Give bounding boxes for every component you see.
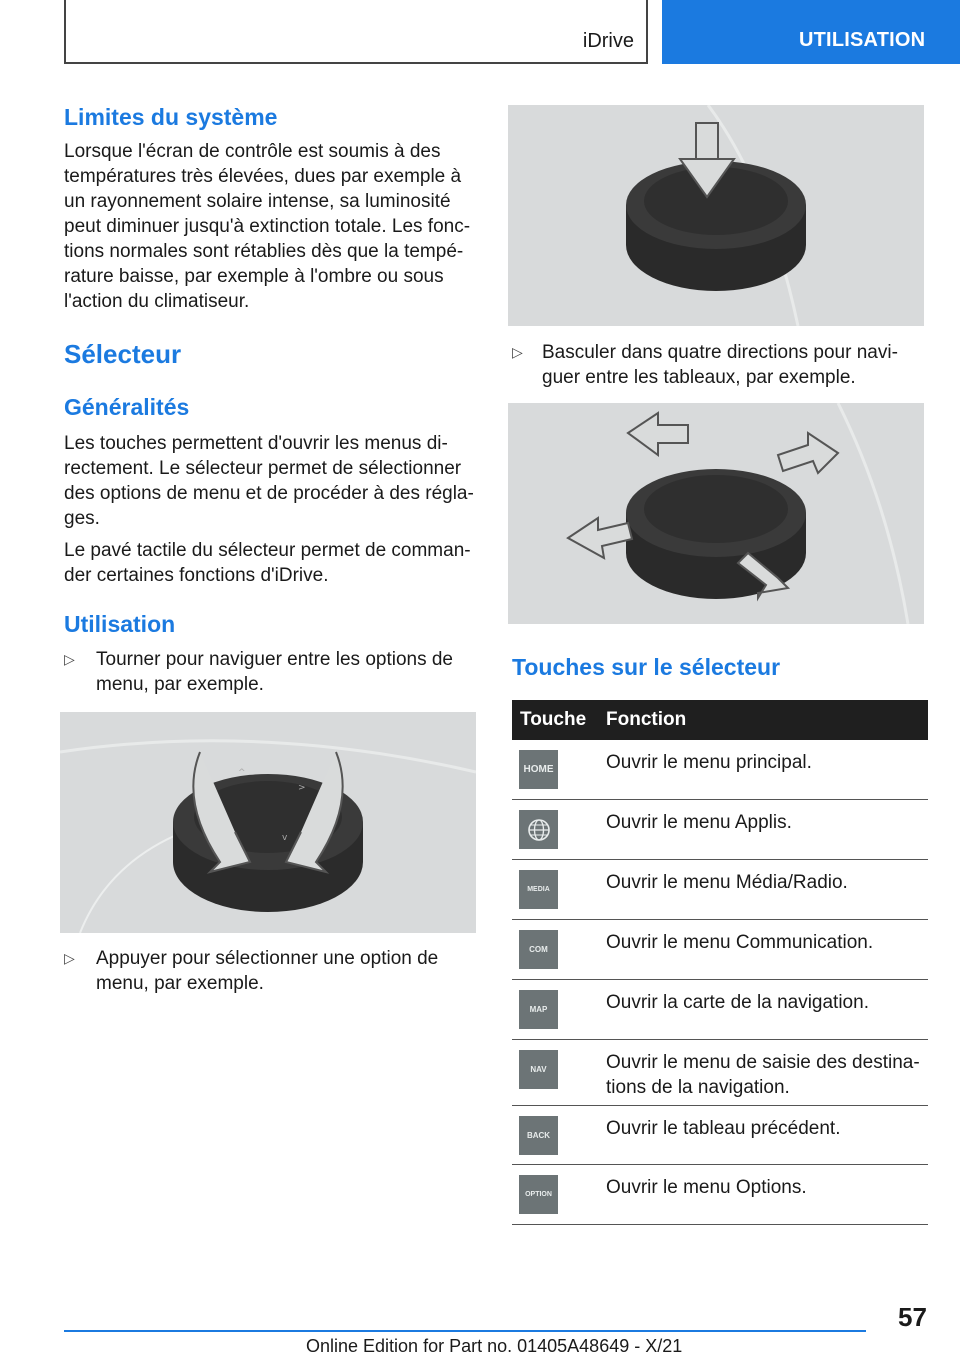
col-function-header: Fonction xyxy=(606,709,687,730)
function-text xyxy=(606,1050,928,1100)
bullet-triangle-icon: ▷ xyxy=(64,651,75,667)
limits-line: un rayonnement solaire intense, sa luminosité xyxy=(64,191,451,212)
limits-line: Lorsque l'écran de contrôle est soumis à des xyxy=(64,141,441,162)
limits-paragraph xyxy=(64,139,484,314)
controller-press-illustration xyxy=(508,105,924,326)
general-line: Le pavé tactile du sélecteur permet de comman‐ xyxy=(64,540,471,561)
header-chapter-tab xyxy=(662,0,960,64)
function-text: Ouvrir la carte de la navigation. xyxy=(606,992,869,1013)
map-key-icon: MAP xyxy=(519,990,558,1029)
controller-press-icon xyxy=(508,105,924,326)
table-header xyxy=(512,700,928,740)
option-key-icon: OPTION xyxy=(519,1175,558,1214)
function-text: Ouvrir le menu Applis. xyxy=(606,812,792,833)
bullet-line: Basculer dans quatre directions pour navi‐ xyxy=(542,342,898,363)
bullet-press xyxy=(64,946,484,998)
bullet-line: Tourner pour naviguer entre les options de xyxy=(96,649,454,670)
function-text: Ouvrir le menu Communication. xyxy=(606,932,874,953)
general-line: des options de menu et de procéder à des régla‐ xyxy=(64,483,474,504)
general-line: Les touches permettent d'ouvrir les menus di‐ xyxy=(64,433,448,454)
table-row xyxy=(512,740,928,800)
controller-rotate-illustration xyxy=(60,712,476,933)
keys-heading: Touches sur le sélecteur xyxy=(512,654,781,680)
bullet-triangle-icon: ▷ xyxy=(512,344,523,360)
general-line: rectement. Le sélecteur permet de sélectionner xyxy=(64,458,462,479)
general-line: ges. xyxy=(64,508,100,529)
svg-text:>: > xyxy=(298,783,306,793)
bullet-turn xyxy=(64,647,484,699)
table-row xyxy=(512,1040,928,1106)
limits-line: tions normales sont rétablies dès que la tempé‐ xyxy=(64,241,464,262)
controller-rotate-icon xyxy=(60,712,476,933)
table-row xyxy=(512,1106,928,1165)
svg-text:^: ^ xyxy=(238,768,246,778)
globe-apps-key-icon xyxy=(519,810,558,849)
selector-heading: Sélecteur xyxy=(64,339,182,369)
table-row xyxy=(512,1165,928,1225)
controller-tilt-icon xyxy=(508,403,924,624)
media-key-icon: MEDIA xyxy=(519,870,558,909)
general-paragraph-1 xyxy=(64,431,484,531)
general-line: der certaines fonctions d'iDrive. xyxy=(64,565,329,586)
bullet-tilt xyxy=(512,340,932,392)
table-row xyxy=(512,860,928,920)
bullet-triangle-icon: ▷ xyxy=(64,950,75,966)
home-key-icon: HOME xyxy=(519,750,558,789)
table-row xyxy=(512,980,928,1040)
general-heading: Généralités xyxy=(64,394,190,420)
back-key-icon: BACK xyxy=(519,1116,558,1155)
function-line: Ouvrir le menu de saisie des destina‐ xyxy=(606,1052,920,1073)
limits-line: l'action du climatiseur. xyxy=(64,291,250,312)
function-text: Ouvrir le tableau précédent. xyxy=(606,1118,841,1139)
table-row xyxy=(512,920,928,980)
bullet-line: menu, par exemple. xyxy=(96,973,264,994)
function-text: Ouvrir le menu principal. xyxy=(606,752,812,773)
table-row xyxy=(512,800,928,860)
keys-table xyxy=(512,700,928,1225)
header-box xyxy=(64,0,648,64)
bullet-line: menu, par exemple. xyxy=(96,674,264,695)
header-chapter: UTILISATION xyxy=(799,29,926,51)
function-line: tions de la navigation. xyxy=(606,1077,790,1098)
globe-icon xyxy=(526,817,552,843)
col-key-header: Touche xyxy=(520,709,587,730)
footer-edition: Online Edition for Part no. 01405A48649 - X/21 xyxy=(306,1336,683,1356)
limits-heading: Limites du système xyxy=(64,104,278,130)
bullet-line: guer entre les tableaux, par exemple. xyxy=(542,367,856,388)
svg-text:v: v xyxy=(282,833,288,843)
footer-rule xyxy=(64,1330,866,1332)
limits-line: températures très élevées, dues par exemple à xyxy=(64,166,462,187)
function-text: Ouvrir le menu Options. xyxy=(606,1177,807,1198)
function-text: Ouvrir le menu Média/Radio. xyxy=(606,872,848,893)
nav-key-icon: NAV xyxy=(519,1050,558,1089)
limits-line: rature baisse, par exemple à l'ombre ou sous xyxy=(64,266,444,287)
usage-heading: Utilisation xyxy=(64,611,176,637)
general-paragraph-2 xyxy=(64,538,484,588)
header-section: iDrive xyxy=(582,30,634,52)
controller-tilt-illustration xyxy=(508,403,924,624)
bullet-line: Appuyer pour sélectionner une option de xyxy=(96,948,439,969)
com-key-icon: COM xyxy=(519,930,558,969)
limits-line: peut diminuer jusqu'à extinction totale. Les fonc‐ xyxy=(64,216,471,237)
page-number: 57 xyxy=(898,1302,927,1332)
